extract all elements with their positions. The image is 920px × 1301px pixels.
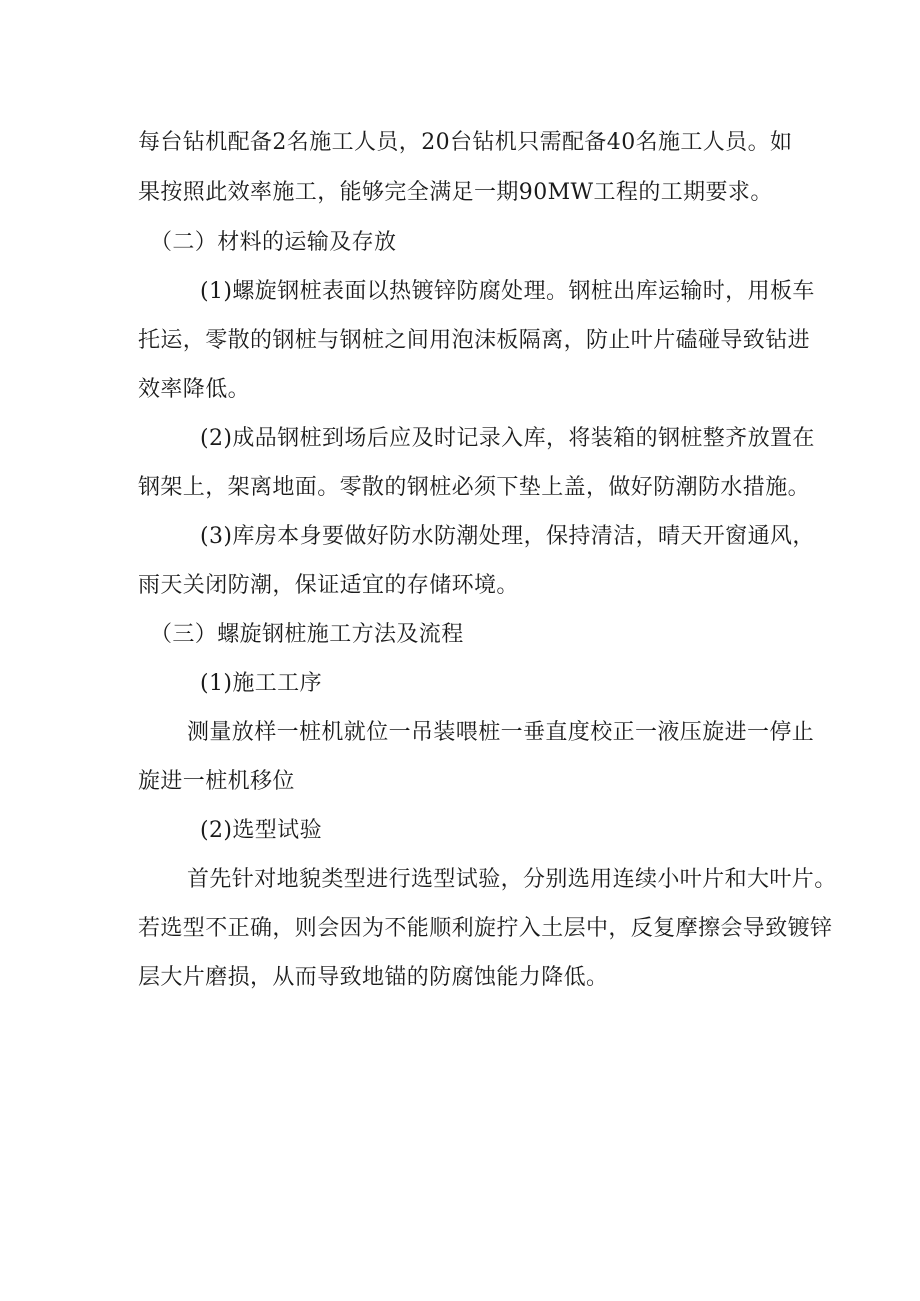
paragraph-line: 雨天关闭防潮，保证适宜的存储环境。 (138, 573, 519, 598)
paragraph-line: 托运，零散的钢桩与钢桩之间用泡沫板隔离，防止叶片磕碰导致钻进 (138, 328, 811, 353)
paragraph-line: 果按照此效率施工，能够完全满足一期90MW工程的工期要求。 (138, 180, 773, 205)
paragraph-line: 层大片磨损，从而导致地锚的防腐蚀能力降低。 (138, 965, 609, 990)
paragraph-line: (1)螺旋钢桩表面以热镀锌防腐处理。钢桩出库运输时，用板车 (200, 279, 815, 304)
paragraph-line: 每台钻机配备2名施工人员，20台钻机只需配备40名施工人员。如 (138, 130, 793, 155)
subsection-heading: (2)选型试验 (200, 818, 322, 843)
subsection-heading: (1)施工工序 (200, 671, 322, 696)
paragraph-line: 效率降低。 (138, 377, 251, 402)
paragraph-line: 旋进一桩机移位 (138, 769, 295, 794)
paragraph-line: 首先针对地貌类型进行选型试验，分别选用连续小叶片和大叶片。 (187, 867, 837, 892)
paragraph-line: (3)库房本身要做好防水防潮处理，保持清洁，晴天开窗通风， (200, 524, 815, 549)
paragraph-line: (2)成品钢桩到场后应及时记录入库，将装箱的钢桩整齐放置在 (200, 426, 815, 451)
paragraph-line: 若选型不正确，则会因为不能顺利旋拧入土层中，反复摩擦会导致镀锌 (138, 916, 833, 941)
paragraph-line: 钢架上，架离地面。零散的钢桩必须下垫上盖，做好防潮防水措施。 (138, 475, 811, 500)
paragraph-line: 测量放样一桩机就位一吊装喂桩一垂直度校正一液压旋进一停止 (187, 720, 815, 745)
section-heading: （三）螺旋钢桩施工方法及流程 (150, 622, 464, 647)
section-heading: （二）材料的运输及存放 (150, 230, 397, 255)
